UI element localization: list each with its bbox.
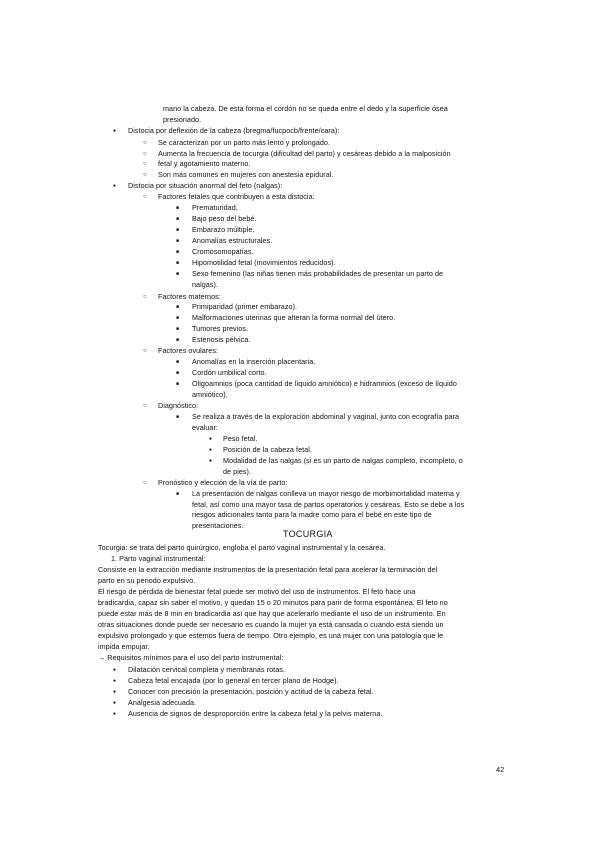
text-line: Bajo peso del bebé.: [192, 214, 257, 223]
list-bullet-icon: [176, 236, 179, 246]
page-number: 42: [496, 765, 505, 774]
list-bullet-icon: [176, 203, 179, 213]
text-line: otras situaciones donde puede ser necesario es cuando la mujer ya está cansada o cuando está siendo un: [98, 620, 444, 629]
text-line: Pronóstico y elección de la vía de parto:: [158, 478, 288, 487]
list-bullet-icon: [113, 676, 116, 686]
text-line: impida empujar.: [98, 642, 150, 651]
text-line: Embarazo múltiple.: [192, 225, 255, 234]
text-line: Diagnóstico:: [158, 401, 199, 410]
text-line: Hipomotilidad fetal (movimientos reducidos).: [192, 258, 336, 267]
text-line: bradicardia, capaz sin saber el motivo, y quedan 15 o 20 minutos para parir de forma espontánea. El feto no: [98, 598, 448, 607]
list-bullet-icon: [143, 346, 147, 356]
list-bullet-icon: [176, 335, 179, 345]
list-bullet-icon: [113, 709, 116, 719]
text-line: Cordón umbilical corto.: [192, 368, 267, 377]
text-line: Estenosis pélvica.: [192, 335, 251, 344]
text-line: Ausencia de signos de desproporción entre la cabeza fetal y la pelvis materna.: [128, 709, 383, 718]
text-line: fetal y agotamiento materno.: [158, 159, 251, 168]
text-line: parto en su periodo expulsivo.: [98, 576, 196, 585]
text-line: Modalidad de las nalgas (si es un parto de nalgas completo, incompleto, o: [223, 456, 463, 465]
list-bullet-icon: [209, 434, 212, 444]
list-bullet-icon: [176, 368, 179, 378]
section-title: TOCURGIA: [283, 529, 333, 539]
text-line: 1. Parto vaginal instrumental:: [111, 554, 206, 563]
text-line: Posición de la cabeza fetal.: [223, 445, 312, 454]
text-line: evaluar:: [192, 423, 218, 432]
list-bullet-icon: [176, 489, 179, 499]
list-bullet-icon: [176, 357, 179, 367]
list-bullet-icon: [113, 181, 116, 191]
text-line: nalgas).: [192, 280, 218, 289]
text-line: Malformaciones uterinas que alteran la forma normal del útero.: [192, 313, 396, 322]
text-line: Anomalías en la inserción placentaria.: [192, 357, 316, 366]
list-bullet-icon: [113, 665, 116, 675]
list-bullet-icon: [113, 698, 116, 708]
text-line: de pies).: [223, 467, 252, 476]
text-line: Tumores previos.: [192, 324, 249, 333]
list-bullet-icon: [113, 687, 116, 697]
text-line: Conocer con precisión la presentación, posición y actitud de la cabeza fetal.: [128, 687, 374, 696]
text-line: presionado.: [163, 115, 202, 124]
text-line: presentaciones.: [192, 521, 244, 530]
text-line: amniótico).: [192, 390, 228, 399]
list-bullet-icon: [113, 126, 116, 136]
list-bullet-icon: [176, 379, 179, 389]
text-line: Oligoamnios (poca cantidad de líquido amniótico) e hidramnios (exceso de líquido: [192, 379, 457, 388]
text-line: Aumenta la frecuencia de tocurgia (dificultad del parto) y cesáreas debido a la malposición: [158, 149, 451, 158]
text-line: Cromosomopatías.: [192, 247, 254, 256]
text-line: mano la cabeza. De esta forma el cordón no se queda entre el dedo y la superficie ósea: [163, 104, 448, 113]
list-bullet-icon: [143, 159, 147, 169]
text-line: El riesgo de pérdida de bienestar fetal puede ser motivo del uso de instrumentos. El feto hace una: [98, 587, 416, 596]
text-line: riesgos adicionales tanto para la madre como para el bebé en este tipo de: [192, 510, 432, 519]
text-line: Primiparidad (primer embarazo).: [192, 302, 297, 311]
list-bullet-icon: [176, 258, 179, 268]
list-bullet-icon: [143, 138, 147, 148]
list-bullet-icon: [176, 313, 179, 323]
text-line: fetal, así como una mayor tasa de partos operatorios y cesáreas. Esto se debe a los: [192, 500, 465, 509]
list-bullet-icon: [209, 456, 212, 466]
text-line: Se realiza a través de la exploración abdominal y vaginal, junto con ecografía para: [192, 412, 460, 421]
text-line: Distocia por situación anormal del feto (nalgas):: [128, 181, 283, 190]
list-bullet-icon: [143, 192, 147, 202]
text-line: Dilatación cervical completa y membranas rotas.: [128, 665, 285, 674]
text-line: Consiste en la extracción mediante instrumentos de la presentación fetal para acelerar la terminación del: [98, 565, 438, 574]
text-line: Sexo femenino (las niñas tienen más probabilidades de presentar un parto de: [192, 269, 444, 278]
text-line: Se caracterizan por un parto más lento y prolongado.: [158, 138, 331, 147]
list-bullet-icon: [176, 302, 179, 312]
text-line: Factores maternos:: [158, 292, 221, 301]
list-bullet-icon: [143, 170, 147, 180]
text-line: Factores ovulares:: [158, 346, 219, 355]
text-line: Son más comunes en mujeres con anestesia epidural.: [158, 170, 334, 179]
text-line: Cabeza fetal encajada (por lo general en tercer plano de Hodge).: [128, 676, 339, 685]
text-line: → Requisitos mínimos para el uso del parto instrumental:: [98, 653, 284, 662]
list-bullet-icon: [209, 445, 212, 455]
list-bullet-icon: [176, 412, 179, 422]
list-bullet-icon: [176, 324, 179, 334]
list-bullet-icon: [143, 292, 147, 302]
text-line: Prematuridad.: [192, 203, 238, 212]
text-line: puede estar más de 8 min en bradicardia así que hay que acelerarlo mediante el uso de un instrumento. En: [98, 609, 446, 618]
list-bullet-icon: [176, 214, 179, 224]
text-line: expulsivo prolongado y que estemos fuera de tiempo. Otro ejemplo, es una mujer con una patología que le: [98, 631, 444, 640]
list-bullet-icon: [176, 247, 179, 257]
text-line: Anomalías estructurales.: [192, 236, 273, 245]
text-line: La presentación de nalgas conlleva un mayor riesgo de morbimortalidad materna y: [192, 489, 460, 498]
text-line: Distocia por deflexión de la cabeza (bregma/fucpocb/frente/cara):: [128, 126, 340, 135]
list-bullet-icon: [143, 478, 147, 488]
list-bullet-icon: [143, 401, 147, 411]
list-bullet-icon: [143, 149, 147, 159]
text-line: Tocurgia: se trata del parto quirúrgico, engloba el parto vaginal instrumental y la cesárea.: [98, 543, 386, 552]
list-bullet-icon: [176, 225, 179, 235]
text-line: Analgesia adecuada.: [128, 698, 197, 707]
text-line: Factores fetales que contribuyen a esta distocia:: [158, 192, 315, 201]
list-bullet-icon: [176, 269, 179, 279]
text-line: Peso fetal.: [223, 434, 258, 443]
